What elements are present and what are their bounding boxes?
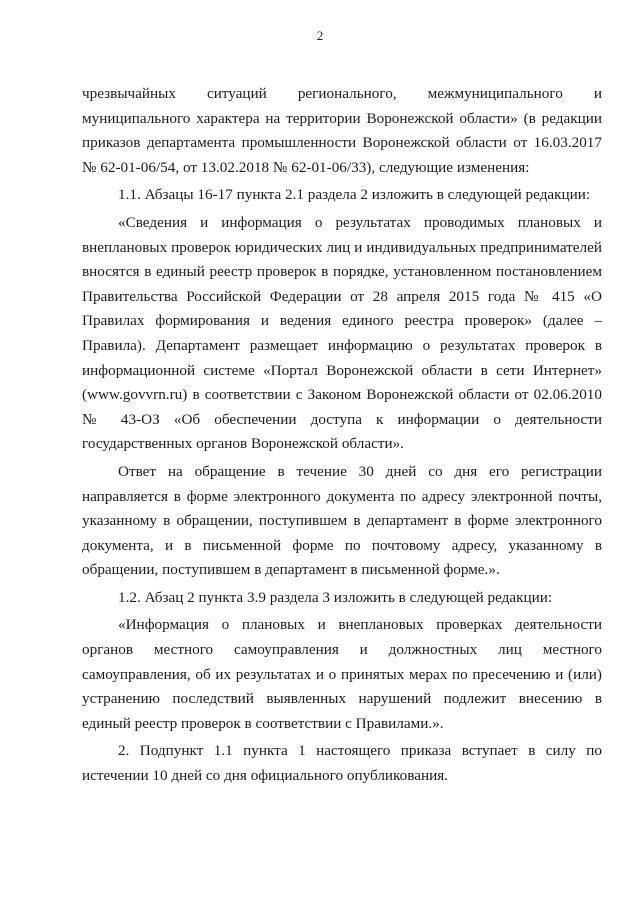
paragraph-item-2: 2. Подпункт 1.1 пункта 1 настоящего приказа вступает в силу по истечении 10 дней со дня официального опубликования. — [82, 742, 602, 785]
paragraph-item-1-2: 1.2. Абзац 2 пункта 3.9 раздела 3 изложить в следующей редакции: — [118, 588, 553, 606]
paragraph-continuation: чрезвычайных ситуаций регионального, межмуниципального и муниципального характера на территории Воронежской области» (в редакции приказов департамента промышленности Воронежской области от 16.03.2017 № 62-01-06/54, от 13.02.2018 № 62-01-06/33), следующие изменения: — [82, 85, 602, 176]
paragraph-quote-inspections: «Сведения и информация о результатах проводимых плановых и внеплановых проверок юридических лиц и индивидуальных предпринимателей вносятся в единый реестр проверок в порядке, установленном постановлением Правительства Российской Федерации от 28 апреля 2015 года № 415 «О Правилах формирования и ведения единого реестра проверок» (далее – Правила). Департамент размещает информацию о результатах проверок в информационной системе «Портал Воронежской области в сети Интернет» (www.govvrn.ru) в соответствии с Законом Воронежской области от 02.06.2010 № 43-ОЗ «Об обеспечении доступа к информации о деятельности государственных органов Воронежской области». — [82, 213, 602, 453]
page-number: 2 — [316, 28, 324, 43]
paragraph-response: Ответ на обращение в течение 30 дней со дня его регистрации направляется в форме электронного документа по адресу электронной почты, указанному в обращении, поступившем в департамент в форме электронного документа, и в письменной форме по почтовому адресу, указанному в обращении, поступившем в департамент в письменной форме.». — [82, 462, 602, 579]
paragraph-item-1-1: 1.1. Абзацы 16-17 пункта 2.1 раздела 2 изложить в следующей редакции: — [118, 186, 591, 204]
document-body — [82, 82, 602, 789]
paragraph-quote-information: «Информация о плановых и внеплановых проверках деятельности органов местного самоуправления и должностных лиц местного самоуправления, об их результатах и о принятых мерах по пресечению и (или) устранению последствий выявленных нарушений подлежит внесению в единый реестр проверок в соответствии с Правилами.». — [82, 616, 602, 732]
